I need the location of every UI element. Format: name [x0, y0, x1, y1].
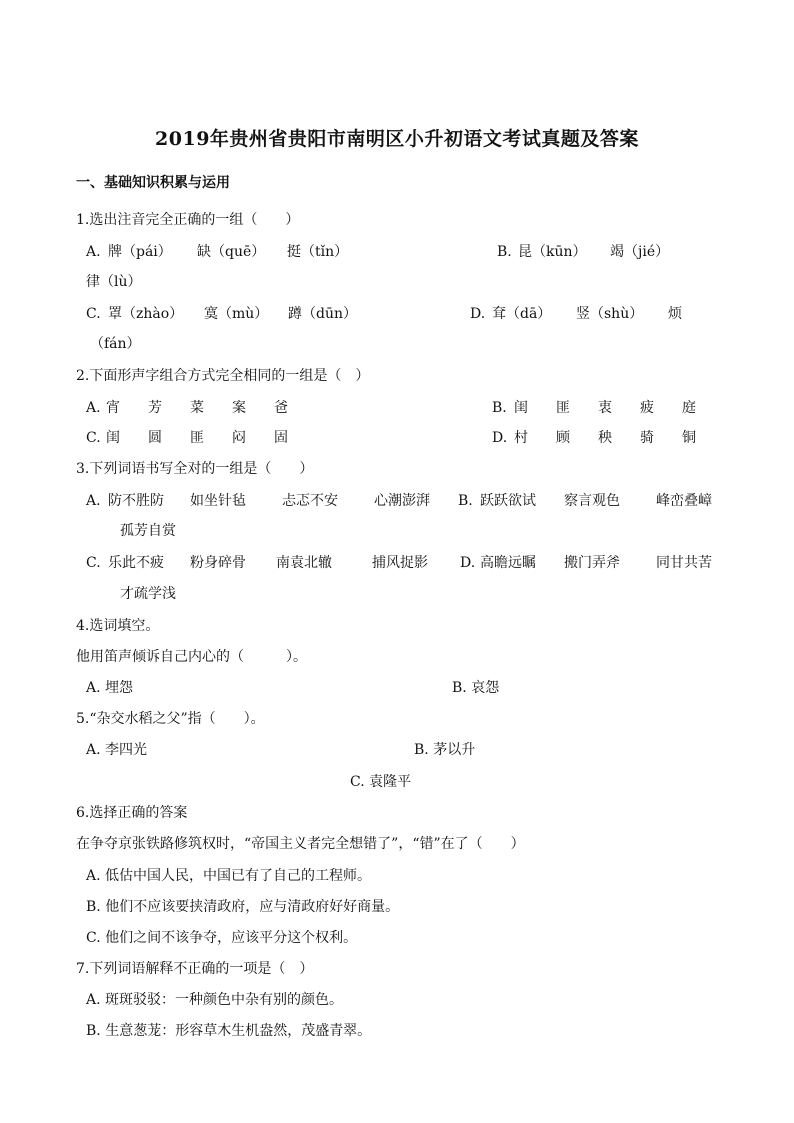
question-1-stem: 1.选出注音完全正确的一组（ ）	[76, 212, 300, 228]
q1-d-word-2: 竖（shù）	[576, 306, 644, 322]
q3-option-c-label: C.	[86, 555, 101, 571]
q3-option-b-label: B.	[458, 493, 473, 509]
q1-d-word-wrap: （fán）	[90, 336, 141, 352]
q2-d-word-4: 骑	[640, 430, 654, 446]
q1-a-word-2: 缺（quē）	[197, 244, 266, 260]
q1-b-word-wrap: 律（lù）	[86, 274, 142, 290]
q3-c-word-1: 乐此不疲	[108, 555, 164, 571]
q3-d-word-3: 同甘共苦	[656, 555, 712, 571]
q2-d-word-3: 秧	[598, 430, 612, 446]
q7-option-b: B. 生意葱茏：形容草木生机盎然，茂盛青翠。	[86, 1023, 372, 1039]
q2-b-word-2: 匪	[556, 400, 570, 416]
q2-b-word-1: 闺	[514, 400, 528, 416]
q3-a-word-4: 心潮澎湃	[374, 493, 430, 509]
section-heading: 一、基础知识积累与运用	[76, 175, 230, 191]
q2-a-word-3: 菜	[190, 400, 204, 416]
q2-c-word-2: 圆	[148, 430, 162, 446]
q3-d-word-wrap: 才疏学浅	[120, 586, 176, 602]
q2-a-word-5: 爸	[274, 400, 288, 416]
q1-option-d-label: D.	[470, 306, 486, 322]
question-4-stem: 4.选词填空。	[76, 618, 160, 634]
q2-a-word-2: 芳	[148, 400, 162, 416]
q1-c-word-2: 寞（mù）	[204, 306, 269, 322]
q2-c-word-1: 闺	[106, 430, 120, 446]
q2-c-word-5: 固	[274, 430, 288, 446]
q6-option-a: A. 低估中国人民，中国已有了自己的工程师。	[86, 868, 372, 884]
q6-option-c: C. 他们之间不该争夺，应该平分这个权利。	[86, 930, 358, 946]
q3-a-word-3: 忐忑不安	[282, 493, 338, 509]
q2-d-word-1: 村	[514, 430, 528, 446]
question-2-stem: 2.下面形声字组合方式完全相同的一组是（ ）	[76, 368, 370, 384]
q1-c-word-3: 蹲（dūn）	[288, 306, 357, 322]
q1-d-word-3: 烦	[668, 306, 682, 322]
q2-d-word-5: 铜	[682, 430, 696, 446]
q4-option-b: B. 哀怨	[452, 680, 500, 696]
question-4-sentence: 他用笛声倾诉自己内心的（ ）。	[76, 649, 307, 665]
q5-option-c: C. 袁隆平	[350, 774, 412, 790]
q3-c-word-3: 南袁北辙	[276, 555, 332, 571]
q7-option-a: A. 斑斑驳驳：一种颜色中杂有别的颜色。	[86, 992, 344, 1008]
q5-option-b: B. 茅以升	[414, 742, 476, 758]
q3-c-word-2: 粉身碎骨	[190, 555, 246, 571]
q5-option-a: A. 李四光	[86, 742, 148, 758]
q3-c-word-4: 捕风捉影	[372, 555, 428, 571]
q1-b-word-2: 竭（jié）	[610, 244, 670, 260]
q2-b-word-3: 衷	[598, 400, 612, 416]
q3-d-word-2: 搬门弄斧	[564, 555, 620, 571]
q1-a-word-3: 挺（tǐn）	[287, 244, 349, 260]
q3-b-word-1: 跃跃欲试	[480, 493, 536, 509]
q2-b-word-5: 庭	[682, 400, 696, 416]
question-3-stem: 3.下列词语书写全对的一组是（ ）	[76, 461, 314, 477]
q1-option-a-label: A.	[86, 244, 101, 260]
q2-c-word-4: 闷	[232, 430, 246, 446]
q1-option-c-label: C.	[86, 306, 101, 322]
question-5-stem: 5.“杂交水稻之父”指（ ）。	[76, 711, 265, 727]
q2-option-a-label: A.	[86, 400, 101, 416]
page-title: 2019年贵州省贵阳市南明区小升初语文考试真题及答案	[155, 128, 639, 150]
q2-option-b-label: B.	[492, 400, 507, 416]
q2-a-word-4: 案	[232, 400, 246, 416]
q1-c-word-1: 罩（zhào）	[108, 306, 184, 322]
q1-a-word-1: 牌（pái）	[108, 244, 172, 260]
q2-b-word-4: 疲	[640, 400, 654, 416]
q1-d-word-1: 耷（dā）	[492, 306, 552, 322]
q3-b-word-wrap: 孤芳自赏	[120, 523, 176, 539]
q3-a-word-1: 防不胜防	[108, 493, 164, 509]
q2-d-word-2: 顾	[556, 430, 570, 446]
q6-option-b: B. 他们不应该要挟清政府，应与清政府好好商量。	[86, 899, 400, 915]
q2-option-c-label: C.	[86, 430, 101, 446]
q2-c-word-3: 匪	[190, 430, 204, 446]
q3-option-a-label: A.	[86, 493, 101, 509]
q1-option-b-label: B.	[497, 244, 512, 260]
q3-d-word-1: 高瞻远瞩	[480, 555, 536, 571]
q4-option-a: A. 埋怨	[86, 680, 134, 696]
q1-b-word-1: 昆（kūn）	[518, 244, 587, 260]
q3-b-word-2: 察言观色	[564, 493, 620, 509]
question-6-stem: 6.选择正确的答案	[76, 805, 188, 821]
q2-option-d-label: D.	[492, 430, 508, 446]
question-6-sentence: 在争夺京张铁路修筑权时，“帝国主义者完全想错了”，“错”在了（ ）	[76, 836, 525, 852]
question-7-stem: 7.下列词语解释不正确的一项是（ ）	[76, 961, 314, 977]
q2-a-word-1: 宵	[106, 400, 120, 416]
q3-b-word-3: 峰峦叠嶂	[656, 493, 712, 509]
q3-a-word-2: 如坐针毡	[190, 493, 246, 509]
q3-option-d-label: D.	[460, 555, 476, 571]
